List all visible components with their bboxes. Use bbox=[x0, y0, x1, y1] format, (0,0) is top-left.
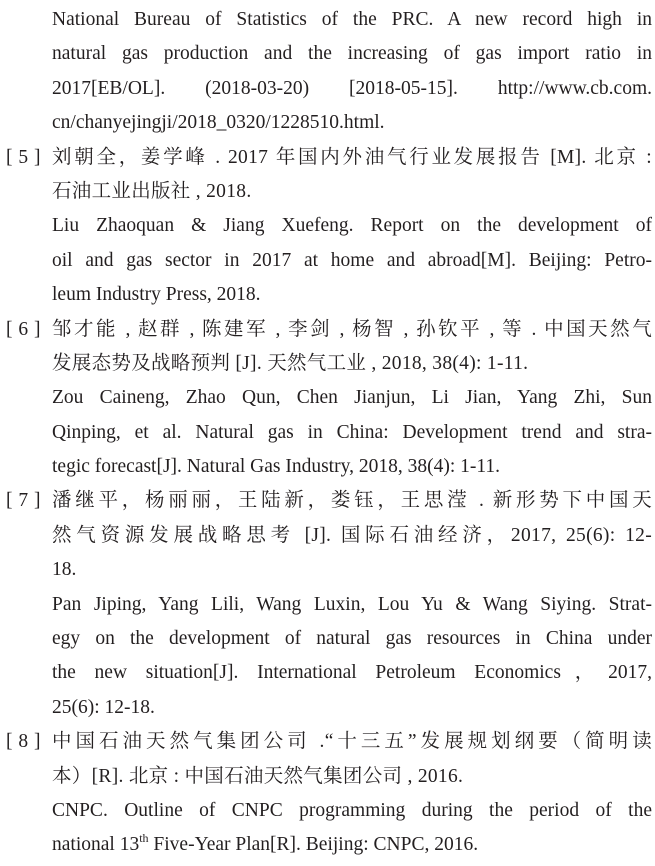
ref5-en-line-2: oil and gas sector in 2017 at home and abroad[M]. Beijing: Petro- bbox=[52, 249, 652, 271]
ref7-zh-text-1: 潘继平，杨丽丽，王陆新，娄钰，王思滢 . 新形势下中国天 bbox=[52, 490, 652, 512]
ref7-en-line-4: 25(6): 12-18. bbox=[52, 696, 155, 718]
ref5-zh-line-1 bbox=[0, 141, 652, 175]
ref6-en-line-1: Zou Caineng, Zhao Qun, Chen Jianjun, Li Jian, Yang Zhi, Sun bbox=[52, 387, 652, 409]
ref6-number: [ 6 ] bbox=[6, 318, 41, 340]
reference-list bbox=[0, 3, 652, 863]
ref5-zh-line-2: 石油工业出版社 , 2018. bbox=[52, 180, 252, 202]
ref7-number: [ 7 ] bbox=[6, 490, 41, 512]
ref8-zh-line-1 bbox=[0, 725, 652, 759]
ref4-en-line-1: National Bureau of Statistics of the PRC. A new record high in bbox=[52, 9, 652, 30]
ref8-superscript: th bbox=[139, 831, 149, 846]
ref6-zh-line-2: 发展态势及战略预判 [J]. 天然气工业 , 2018, 38(4): 1-11. bbox=[52, 352, 529, 374]
ref7-en-line-1: Pan Jiping, Yang Lili, Wang Luxin, Lou Yu & Wang Siying. Strat- bbox=[52, 593, 652, 615]
ref7-en-line-3: the new situation[J]. International Petroleum Economics，2017, bbox=[52, 662, 652, 684]
ref5-number: [ 5 ] bbox=[6, 146, 41, 168]
ref5-zh-text-1: 刘朝全，姜学峰 . 2017 年国内外油气行业发展报告 [M]. 北京 : bbox=[52, 146, 652, 168]
ref8-en-line-2 bbox=[0, 828, 652, 862]
ref8-en-line-1: CNPC. Outline of CNPC programming during the period of the bbox=[52, 799, 652, 821]
ref7-zh-line-2: 然气资源发展战略思考 [J]. 国际石油经济，2017, 25(6): 12- bbox=[52, 524, 652, 546]
ref7-zh-line-1 bbox=[0, 484, 652, 518]
ref4-en-line-2: natural gas production and the increasing of gas import ratio in bbox=[52, 43, 652, 65]
ref8-en-line-2-end: Five-Year Plan[R]. Beijing: CNPC, 2016. bbox=[148, 834, 479, 856]
ref8-zh-text-1: 中国石油天然气集团公司 .“十三五”发展规划纲要（简明读 bbox=[52, 731, 652, 753]
ref6-zh-line-1 bbox=[0, 313, 652, 347]
ref4-en-line-4: cn/chanyejingji/2018_0320/1228510.html. bbox=[52, 112, 385, 134]
ref5-en-line-1: Liu Zhaoquan & Jiang Xuefeng. Report on the development of bbox=[52, 215, 652, 237]
ref8-number: [ 8 ] bbox=[6, 731, 41, 753]
ref8-en-line-2-start: national 13 bbox=[52, 834, 140, 856]
ref7-en-line-2: egy on the development of natural gas resources in China under bbox=[52, 628, 652, 650]
ref6-zh-text-1: 邹才能 , 赵群 , 陈建军 , 李剑 , 杨智 , 孙钦平 , 等 . 中国天然气 bbox=[52, 318, 652, 340]
ref6-en-line-3: tegic forecast[J]. Natural Gas Industry, 2018, 38(4): 1-11. bbox=[52, 456, 501, 478]
ref8-zh-line-2: 本）[R]. 北京 : 中国石油天然气集团公司 , 2016. bbox=[52, 765, 464, 787]
ref4-en-line-3: 2017[EB/OL]. (2018-03-20) [2018-05-15]. http://www.cb.com. bbox=[52, 77, 652, 99]
ref6-en-line-2: Qinping, et al. Natural gas in China: Development trend and stra- bbox=[52, 421, 652, 443]
ref7-zh-line-3: 18. bbox=[52, 559, 77, 581]
ref5-en-line-3: leum Industry Press, 2018. bbox=[52, 284, 261, 306]
